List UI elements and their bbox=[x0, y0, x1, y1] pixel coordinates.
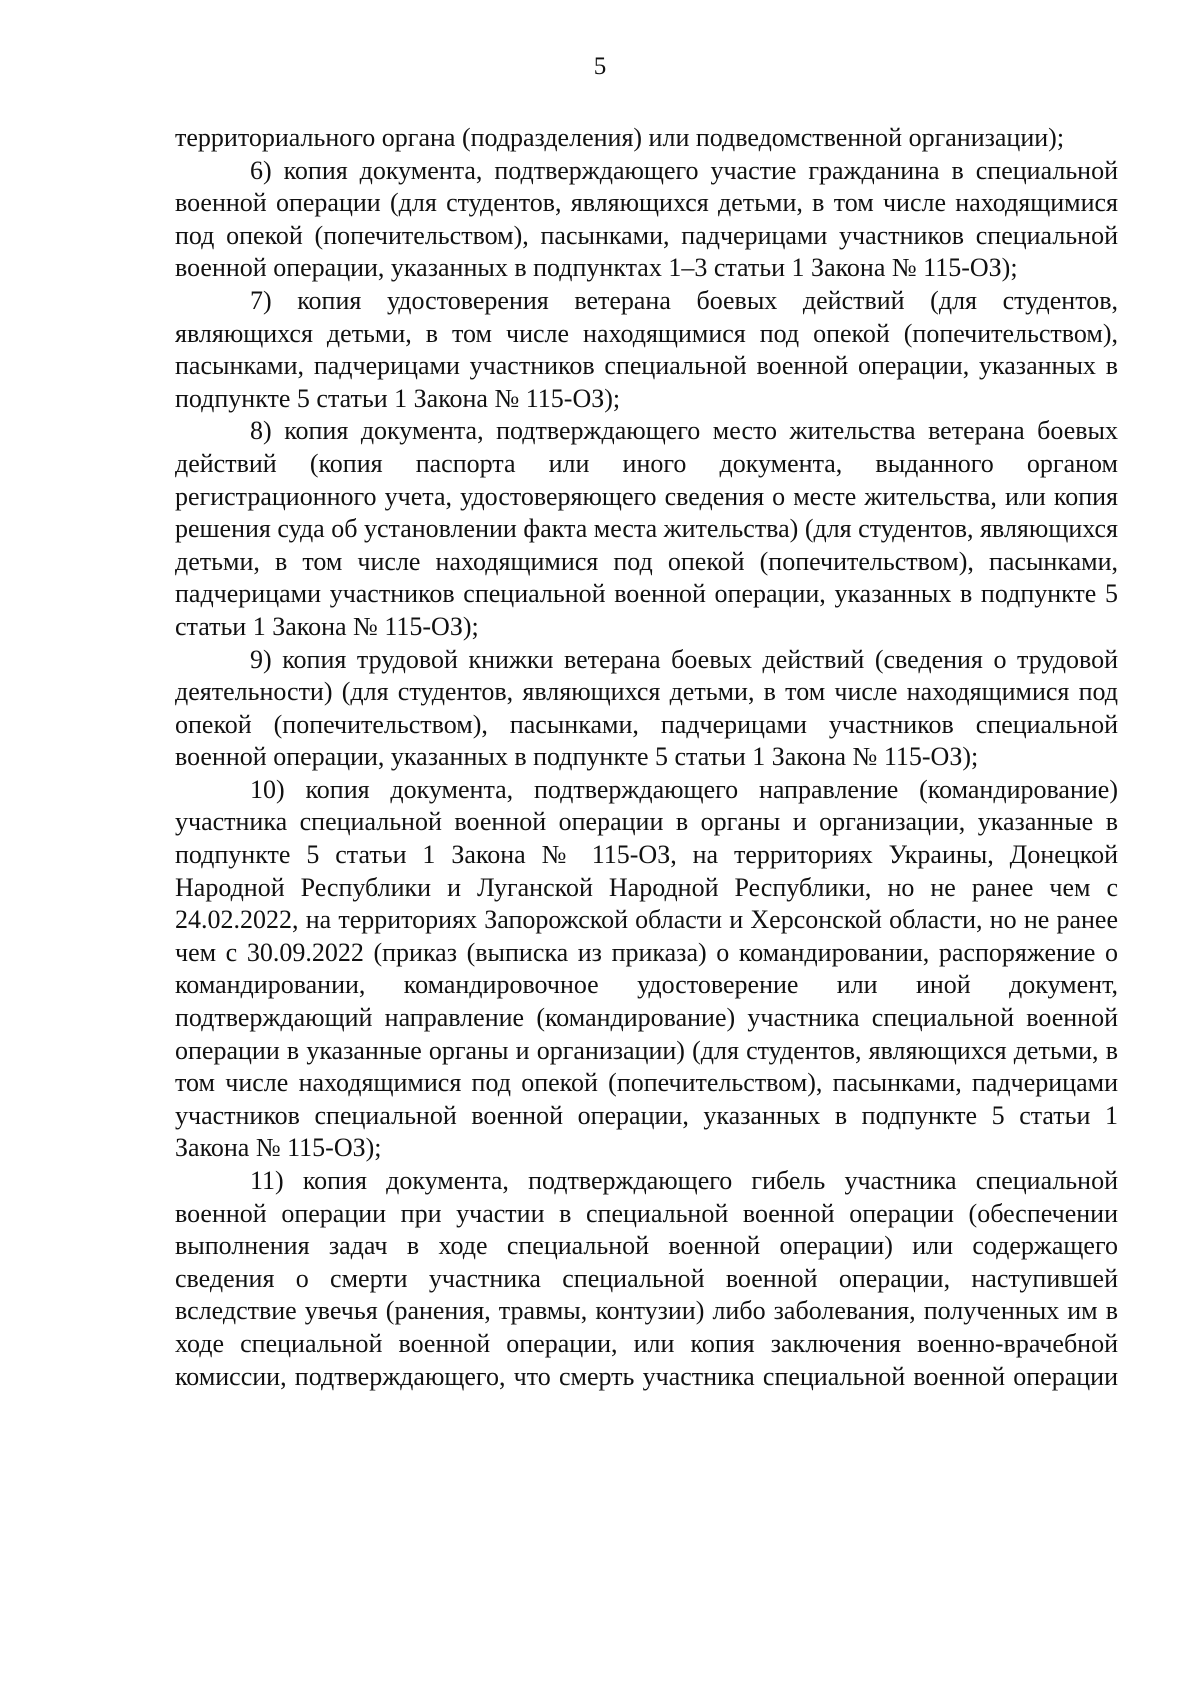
paragraph-item-10: 10) копия документа, подтверждающего направление (командирование) участника специальной военной операции в органы и организации, указанные в подпункте 5 статьи 1 Закона № 115-ОЗ, на территориях Украины, Донецкой Народной Республики и Луганской Народной Республики, но не ранее чем с 24.02.2022, на территориях Запорожской области и Херсонской области, но не ранее чем с 30.09.2022 (приказ (выписка из приказа) о командировании, распоряжение о командировании, командировочное удостоверение или иной документ, подтверждающий направление (командирование) участника специальной военной операции в указанные органы и организации) (для студентов, являющихся детьми, в том числе находящимися под опекой (попечительством), пасынками, падчерицами участников специальной военной операции, указанных в подпункте 5 статьи 1 Закона № 115-ОЗ); bbox=[175, 774, 1118, 1163]
paragraph-item-7: 7) копия удостоверения ветерана боевых действий (для студентов, являющихся детьми, в том числе находящимися под опекой (попечительством), пасынками, падчерицами участников специальной военной операции, указанных в подпункте 5 статьи 1 Закона № 115-ОЗ); bbox=[175, 285, 1118, 413]
document-body bbox=[175, 122, 1118, 1393]
paragraph-item-8: 8) копия документа, подтверждающего место жительства ветерана боевых действий (копия паспорта или иного документа, выданного органом регистрационного учета, удостоверяющего сведения о месте жительства, или копия решения суда об установлении факта места жительства) (для студентов, являющихся детьми, в том числе находящимися под опекой (попечительством), пасынками, падчерицами участников специальной военной операции, указанных в подпункте 5 статьи 1 Закона № 115-ОЗ); bbox=[175, 416, 1118, 641]
paragraph-continuation: территориального органа (подразделения) или подведомственной организации); bbox=[175, 123, 1065, 152]
paragraph-item-6: 6) копия документа, подтверждающего участие гражданина в специальной военной операции (для студентов, являющихся детьми, в том числе находящимися под опекой (попечительством), пасынками, падчерицами участников специальной военной операции, указанных в подпунктах 1–3 статьи 1 Закона № 115-ОЗ); bbox=[175, 155, 1118, 283]
paragraph-item-9: 9) копия трудовой книжки ветерана боевых действий (сведения о трудовой деятельности) (для студентов, являющихся детьми, в том числе находящимися под опекой (попечительством), пасынками, падчерицами участников специальной военной операции, указанных в подпункте 5 статьи 1 Закона № 115-ОЗ); bbox=[175, 644, 1118, 772]
paragraph-item-11: 11) копия документа, подтверждающего гибель участника специальной военной операции при участии в специальной военной операции (обеспечении выполнения задач в ходе специальной военной операции) или содержащего сведения о смерти участника специальной военной операции, наступившей вследствие увечья (ранения, травмы, контузии) либо заболевания, полученных им в ходе специальной военной операции, или копия заключения военно-врачебной комиссии, подтверждающего, что смерть участника специальной военной операции bbox=[175, 1166, 1118, 1391]
page-number: 5 bbox=[593, 53, 607, 80]
